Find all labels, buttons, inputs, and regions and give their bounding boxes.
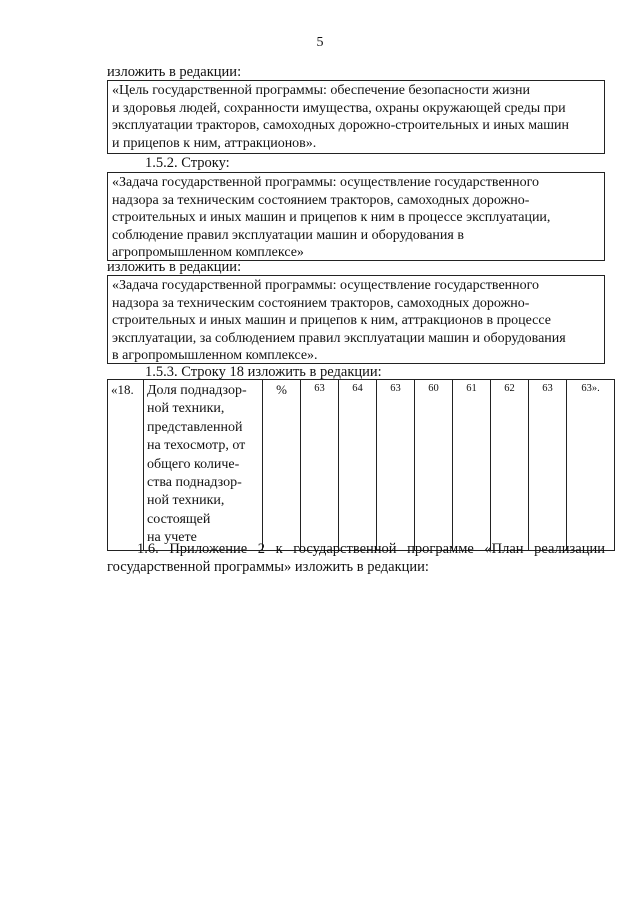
value-cell: 63 (529, 380, 567, 551)
task-old-line: соблюдение правил эксплуатации машин и оборудования в (112, 227, 464, 243)
goal-box (107, 80, 605, 154)
indicator-name-line: ства поднадзор- (147, 475, 242, 491)
value-cell: 61 (453, 380, 491, 551)
value-cell: 60 (415, 380, 453, 551)
task-old-line: строительных и иных машин и прицепов к ним в процессе эксплуатации, (112, 210, 551, 226)
item-1-5-2: 1.5.2. Строку: (145, 155, 230, 171)
item-1-6-line-2: государственной программы» изложить в редакции: (107, 559, 429, 575)
value-cell: 64 (339, 380, 377, 551)
indicator-name-line: Доля поднадзор- (147, 383, 247, 398)
goal-line: эксплуатации тракторов, самоходных дорожно-строительных и иных машин (112, 118, 569, 134)
row-index: «18. (108, 380, 144, 551)
indicator-name-line: ной техники, (147, 401, 225, 417)
intro-label: изложить в редакции: (107, 64, 242, 80)
table-row (108, 380, 615, 551)
task-new-line: строительных и иных машин и прицепов к ним, аттракционов в процессе (112, 313, 551, 329)
task-old-box (107, 172, 605, 261)
task-old-line: надзора за техническим состоянием тракторов, самоходных дорожно- (112, 192, 530, 208)
indicator-name-line: общего количе- (147, 456, 240, 472)
task-new-line: эксплуатации, за соблюдением правил эксплуатации машин и оборудования (112, 330, 566, 346)
task-old-line: «Задача государственной программы: осуществление государственного (112, 175, 540, 190)
item-1-5-3: 1.5.3. Строку 18 изложить в редакции: (145, 364, 382, 380)
value-cell: 63». (567, 380, 615, 551)
indicator-name (144, 380, 263, 551)
row-18-table (107, 379, 615, 551)
task-new-box (107, 275, 605, 364)
goal-line: и здоровья людей, сохранности имущества, охраны окружающей среды при (112, 100, 566, 116)
goal-line: «Цель государственной программы: обеспечение безопасности жизни (112, 83, 530, 98)
task-new-line: надзора за техническим состоянием тракторов, самоходных дорожно- (112, 295, 530, 311)
task-new-line: в агропромышленном комплексе». (112, 348, 318, 364)
label-2: изложить в редакции: (107, 259, 242, 275)
value-cell: 63 (377, 380, 415, 551)
value-cell: 62 (491, 380, 529, 551)
value-cell: 63 (301, 380, 339, 551)
goal-line: и прицепов к ним, аттракционов». (112, 135, 317, 151)
item-1-6-line-1: 1.6. Приложение 2 к государственной программе «План реализации (137, 541, 605, 557)
task-old-line: агропромышленном комплексе» (112, 245, 304, 261)
unit-cell: % (263, 380, 301, 551)
indicator-name-line: на учете (147, 530, 197, 546)
task-new-line: «Задача государственной программы: осуществление государственного (112, 278, 540, 293)
indicator-name-line: состоящей (147, 511, 211, 527)
page-number: 5 (316, 35, 324, 50)
indicator-name-line: на техосмотр, от (147, 438, 246, 454)
indicator-name-line: ной техники, (147, 493, 225, 509)
item-1-6-paragraph (107, 540, 605, 576)
indicator-name-line: представленной (147, 419, 243, 435)
